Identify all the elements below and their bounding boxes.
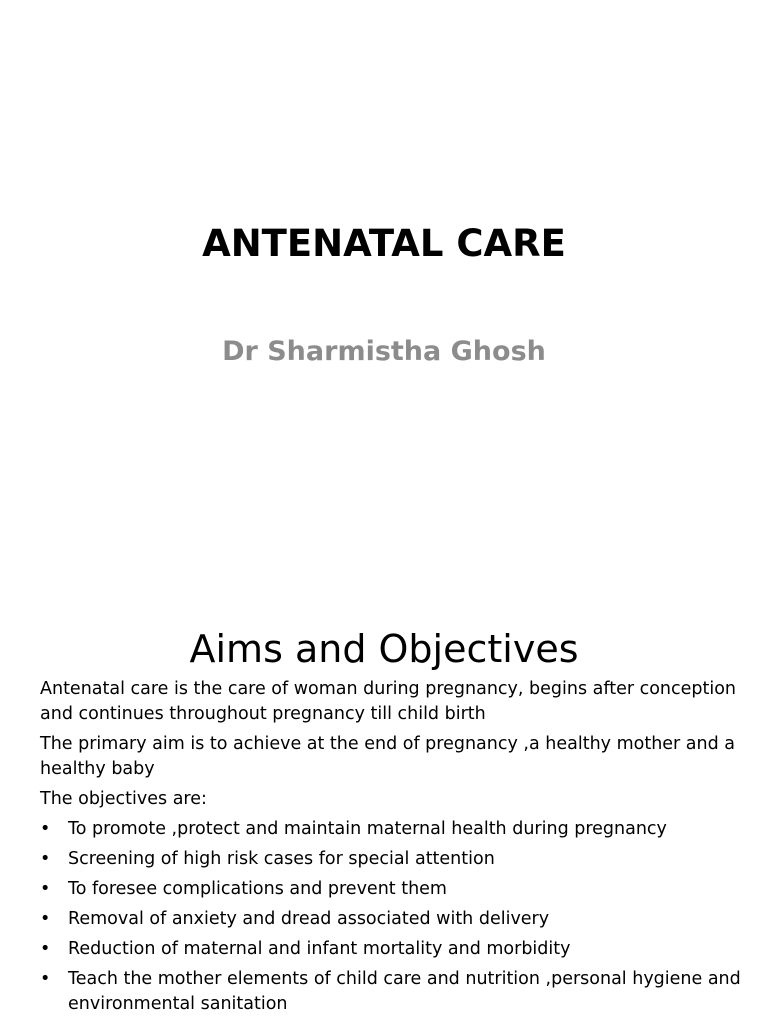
slide-body bbox=[40, 677, 752, 1022]
list-item-text: To promote ,protect and maintain maternal health during pregnancy bbox=[68, 819, 667, 839]
slide-title: ANTENATAL CARE bbox=[202, 222, 566, 265]
bullet-icon: • bbox=[40, 939, 51, 959]
list-item bbox=[40, 817, 752, 842]
section-heading: Aims and Objectives bbox=[189, 627, 579, 671]
list-item-text: Removal of anxiety and dread associated with delivery bbox=[68, 909, 550, 929]
bullet-icon: • bbox=[40, 879, 51, 899]
bullet-icon: • bbox=[40, 849, 51, 869]
bullet-icon: • bbox=[40, 969, 51, 989]
list-item bbox=[40, 877, 752, 902]
list-item bbox=[40, 967, 752, 1017]
objectives-list bbox=[40, 817, 752, 1017]
list-item-text: Teach the mother elements of child care and nutrition ,personal hygiene and environmental sanitation bbox=[68, 969, 741, 1014]
bullet-icon: • bbox=[40, 819, 51, 839]
aims-objectives-slide bbox=[0, 576, 768, 1024]
list-item-text: Screening of high risk cases for special attention bbox=[68, 849, 495, 869]
list-item-text: To foresee complications and prevent them bbox=[68, 879, 447, 899]
objectives-intro: The objectives are: bbox=[40, 789, 207, 809]
slide-subtitle-author: Dr Sharmistha Ghosh bbox=[222, 336, 546, 367]
bullet-icon: • bbox=[40, 909, 51, 929]
list-item bbox=[40, 937, 752, 962]
primary-aim-paragraph: The primary aim is to achieve at the end of pregnancy ,a healthy mother and a healthy baby bbox=[40, 734, 736, 779]
list-item bbox=[40, 907, 752, 932]
list-item-text: Reduction of maternal and infant mortality and morbidity bbox=[68, 939, 571, 959]
intro-paragraph: Antenatal care is the care of woman during pregnancy, begins after conception and continues throughout pregnancy till child birth bbox=[40, 679, 737, 724]
list-item bbox=[40, 847, 752, 872]
